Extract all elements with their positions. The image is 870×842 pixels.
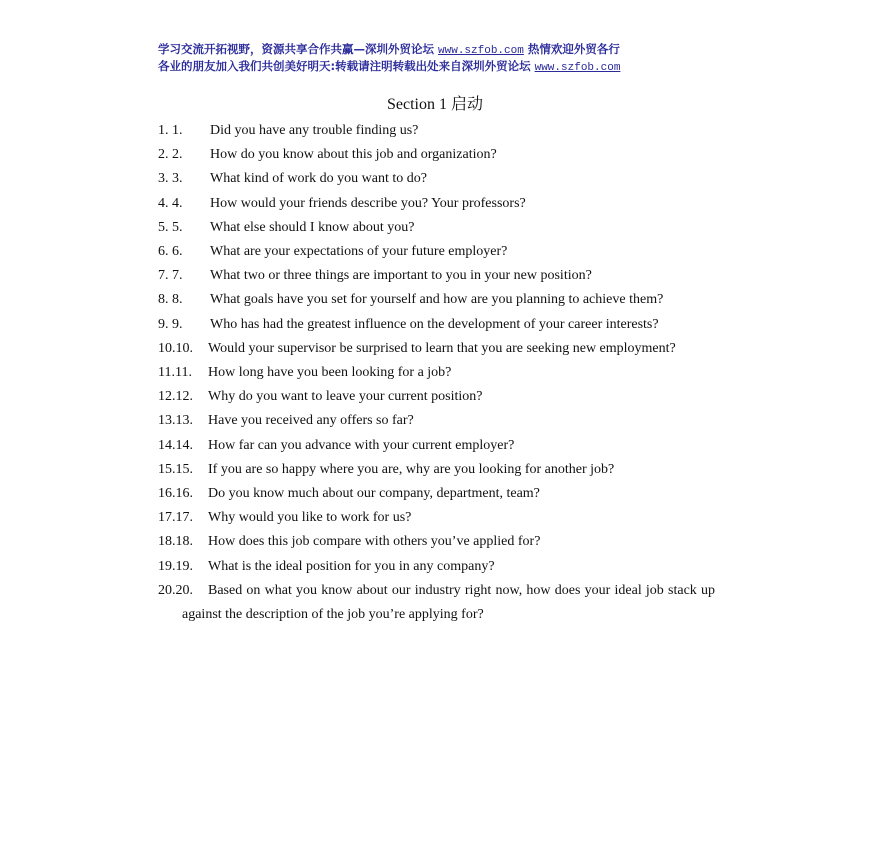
question-text: Who has had the greatest influence on the development of your career interests?	[210, 316, 659, 332]
question-number: 19.19.	[158, 558, 193, 574]
question-text: How does this job compare with others you’ve applied for?	[208, 534, 541, 550]
question-item	[158, 482, 715, 506]
question-item	[158, 216, 715, 240]
question-item	[158, 240, 715, 264]
question-text: How would your friends describe you? Your professors?	[210, 195, 526, 211]
question-item	[158, 434, 715, 458]
question-item	[158, 361, 715, 385]
question-number: 8. 8.	[158, 292, 183, 308]
question-item	[158, 119, 715, 143]
header-line-2	[158, 59, 728, 76]
section-title: Section 1 启动	[387, 96, 483, 113]
question-item	[158, 192, 715, 216]
question-number: 11.11.	[158, 365, 192, 381]
question-number: 15.15.	[158, 461, 193, 477]
question-number: 1. 1.	[158, 123, 183, 138]
question-number: 16.16.	[158, 486, 193, 502]
question-text: What two or three things are important to you in your new position?	[210, 268, 592, 284]
header-text: 学习交流开拓视野，资源共享合作共赢—深圳外贸论坛	[158, 42, 439, 56]
header-line-1	[158, 42, 728, 59]
question-number: 20.20.	[158, 582, 193, 598]
question-item	[158, 264, 715, 288]
question-number: 18.18.	[158, 534, 193, 550]
question-text: Do you know much about our company, department, team?	[208, 486, 540, 502]
question-item	[158, 385, 715, 409]
question-number: 13.13.	[158, 413, 193, 429]
question-item	[158, 337, 715, 361]
question-number: 2. 2.	[158, 147, 183, 163]
question-text: How long have you been looking for a job?	[208, 365, 452, 381]
question-text: What is the ideal position for you in any company?	[208, 558, 495, 574]
question-item	[158, 409, 715, 433]
question-item	[158, 555, 715, 579]
question-text: Have you received any offers so far?	[208, 413, 414, 429]
question-text: How do you know about this job and organization?	[210, 147, 497, 163]
question-text: Would your supervisor be surprised to learn that you are seeking new employment?	[208, 340, 676, 356]
question-item	[158, 288, 715, 312]
forum-link[interactable]: www.szfob.com	[438, 45, 524, 57]
question-text: How far can you advance with your current employer?	[208, 437, 515, 453]
header-text: 各业的朋友加入我们共创美好明天:转载请注明转载出处来自深圳外贸论坛	[158, 59, 535, 73]
question-text: What kind of work do you want to do?	[210, 171, 427, 187]
forum-link[interactable]: www.szfob.com	[534, 62, 621, 74]
question-number: 4. 4.	[158, 195, 183, 211]
question-text: What are your expectations of your future employer?	[210, 244, 508, 260]
question-text: What else should I know about you?	[210, 219, 415, 235]
question-text: What goals have you set for yourself and how are you planning to achieve them?	[210, 292, 664, 308]
question-item	[158, 313, 715, 337]
question-number: 9. 9.	[158, 316, 183, 332]
question-number: 5. 5.	[158, 219, 183, 235]
question-number: 10.10.	[158, 340, 193, 356]
question-text: Did you have any trouble finding us?	[210, 123, 419, 138]
question-list	[158, 119, 715, 627]
question-item	[158, 143, 715, 167]
question-item	[158, 167, 715, 191]
question-item	[158, 579, 715, 627]
question-number: 14.14.	[158, 437, 193, 453]
question-number: 7. 7.	[158, 268, 183, 284]
question-number: 6. 6.	[158, 244, 183, 260]
question-item	[158, 530, 715, 554]
question-number: 17.17.	[158, 510, 193, 526]
forum-header	[158, 42, 728, 76]
question-number: 12.12.	[158, 389, 193, 405]
question-item	[158, 458, 715, 482]
question-number: 3. 3.	[158, 171, 183, 187]
header-text: 热情欢迎外贸各行	[523, 42, 620, 56]
question-item	[158, 506, 715, 530]
question-text: Why would you like to work for us?	[208, 510, 412, 526]
question-text: Why do you want to leave your current position?	[208, 389, 483, 405]
question-text: If you are so happy where you are, why are you looking for another job?	[208, 461, 615, 477]
question-text: Based on what you know about our industry right now, how does your ideal job stack up against the description of the job you’re applying for?	[182, 582, 715, 623]
